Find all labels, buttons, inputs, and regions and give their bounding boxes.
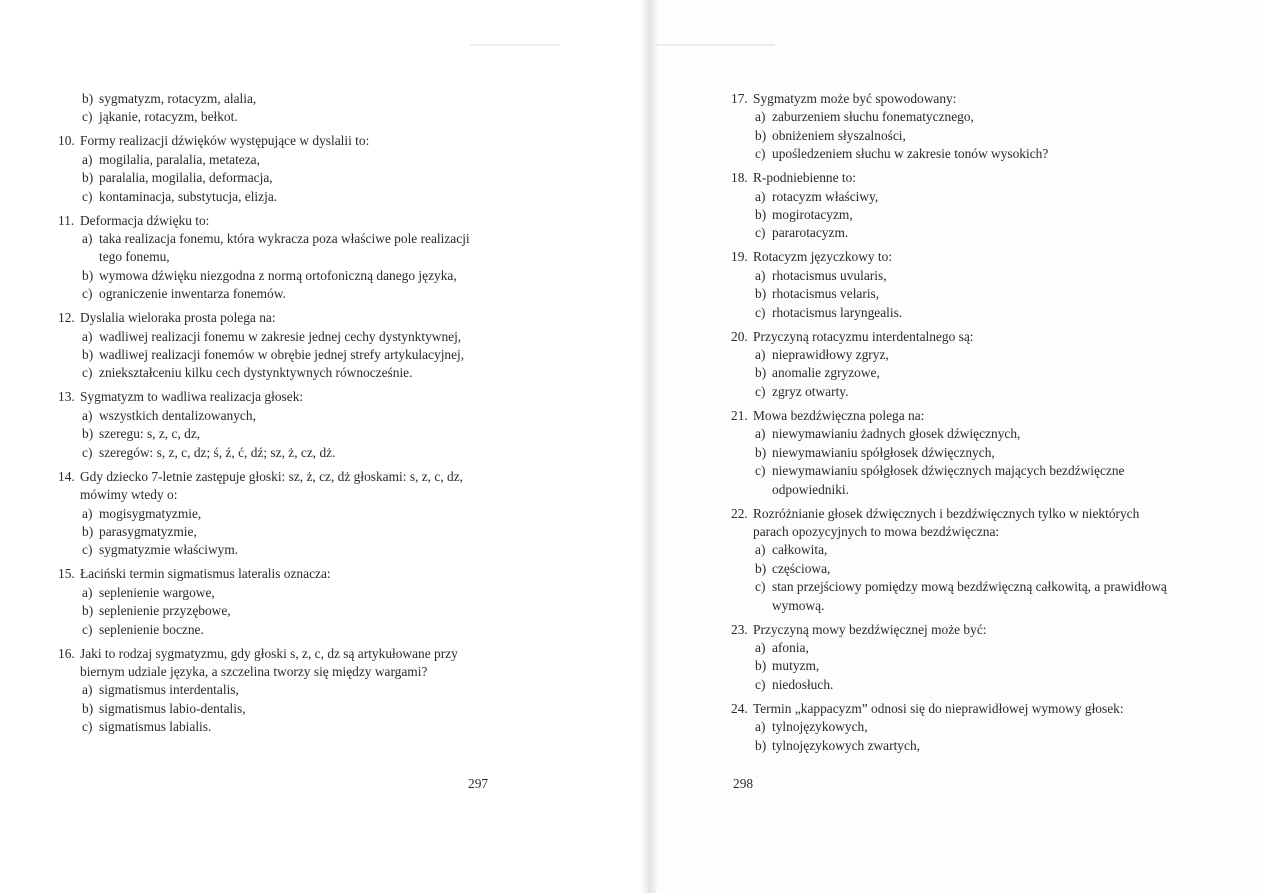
answer-option bbox=[731, 224, 1171, 242]
answer-option bbox=[58, 328, 494, 346]
question-number: 16. bbox=[58, 645, 75, 661]
option-text: całkowita, bbox=[772, 542, 828, 558]
option-letter: c) bbox=[82, 719, 93, 735]
question-number: 21. bbox=[731, 407, 748, 423]
option-text: seplenienie boczne. bbox=[99, 621, 204, 637]
option-text: seplenienie przyzębowe, bbox=[99, 603, 231, 619]
option-text: taka realizacja fonemu, która wykracza poza właściwe pole realizacji tego fonemu, bbox=[99, 231, 470, 265]
answer-option bbox=[731, 425, 1171, 443]
option-text: parasygmatyzmie, bbox=[99, 523, 197, 539]
option-letter: a) bbox=[755, 542, 766, 558]
option-letter: c) bbox=[82, 286, 93, 302]
question-number: 15. bbox=[58, 566, 75, 582]
question-number: 18. bbox=[731, 170, 748, 186]
answer-option bbox=[731, 346, 1171, 364]
option-letter: a) bbox=[82, 584, 93, 600]
option-letter: b) bbox=[82, 267, 94, 283]
answer-option bbox=[58, 700, 494, 718]
option-letter: c) bbox=[755, 146, 766, 162]
answer-option bbox=[58, 505, 494, 523]
answer-option bbox=[58, 188, 494, 206]
question-item bbox=[58, 309, 494, 383]
option-letter: b) bbox=[82, 523, 94, 539]
option-letter: a) bbox=[82, 231, 93, 247]
left-question-column bbox=[58, 90, 494, 742]
answer-option bbox=[58, 407, 494, 425]
option-text: szeregów: s, z, c, dz; ś, ź, ć, dź; sz, ż, cz, dż. bbox=[99, 444, 336, 460]
option-text: tylnojęzykowych, bbox=[772, 719, 868, 735]
question-stem bbox=[58, 468, 494, 505]
option-letter: b) bbox=[755, 207, 767, 223]
question-stem bbox=[731, 407, 1171, 425]
answer-option bbox=[58, 169, 494, 187]
answer-option bbox=[731, 560, 1171, 578]
option-letter: c) bbox=[82, 109, 93, 125]
answer-option bbox=[731, 267, 1171, 285]
option-text: rotacyzm właściwy, bbox=[772, 188, 879, 204]
answer-option bbox=[731, 188, 1171, 206]
option-text: rhotacismus uvularis, bbox=[772, 267, 887, 283]
answer-option bbox=[58, 541, 494, 559]
question-stem bbox=[731, 621, 1171, 639]
question-item bbox=[58, 565, 494, 639]
question-text: Termin „kappacyzm” odnosi się do nieprawidłowej wymowy głosek: bbox=[753, 700, 1124, 716]
option-letter: c) bbox=[755, 463, 766, 479]
show-through-line bbox=[655, 44, 775, 46]
answer-option bbox=[58, 90, 494, 108]
question-text: Przyczyną rotacyzmu interdentalnego są: bbox=[753, 328, 974, 344]
question-item bbox=[731, 328, 1171, 402]
option-text: zgryz otwarty. bbox=[772, 383, 849, 399]
option-text: pararotacyzm. bbox=[772, 225, 849, 241]
question-number: 10. bbox=[58, 133, 75, 149]
answer-option bbox=[58, 425, 494, 443]
question-stem bbox=[58, 388, 494, 406]
option-letter: a) bbox=[82, 151, 93, 167]
option-letter: a) bbox=[755, 267, 766, 283]
option-letter: b) bbox=[82, 700, 94, 716]
option-letter: c) bbox=[755, 304, 766, 320]
question-item bbox=[731, 700, 1171, 755]
option-text: jąkanie, rotacyzm, bełkot. bbox=[99, 109, 238, 125]
question-stem bbox=[58, 212, 494, 230]
question-number: 24. bbox=[731, 700, 748, 716]
option-text: anomalie zgryzowe, bbox=[772, 365, 880, 381]
option-letter: a) bbox=[755, 188, 766, 204]
option-text: seplenienie wargowe, bbox=[99, 584, 215, 600]
question-stem bbox=[731, 505, 1171, 542]
answer-option bbox=[731, 657, 1171, 675]
option-text: kontaminacja, substytucja, elizja. bbox=[99, 188, 278, 204]
option-letter: b) bbox=[755, 444, 767, 460]
option-letter: b) bbox=[755, 365, 767, 381]
option-text: paralalia, mogilalia, deformacja, bbox=[99, 170, 273, 186]
answer-option bbox=[731, 364, 1171, 382]
option-text: mogisygmatyzmie, bbox=[99, 505, 202, 521]
question-item bbox=[58, 645, 494, 737]
question-item bbox=[731, 248, 1171, 322]
question-number: 23. bbox=[731, 621, 748, 637]
option-letter: b) bbox=[82, 426, 94, 442]
answer-option bbox=[58, 364, 494, 382]
option-letter: b) bbox=[755, 560, 767, 576]
option-letter: a) bbox=[755, 109, 766, 125]
question-text: Gdy dziecko 7-letnie zastępuje głoski: sz, ż, cz, dż głoskami: s, z, c, dz, mówimy wtedy o: bbox=[80, 468, 463, 503]
answer-option bbox=[58, 718, 494, 736]
option-letter: a) bbox=[82, 328, 93, 344]
question-number: 13. bbox=[58, 389, 75, 405]
question-text: Rotacyzm języczkowy to: bbox=[753, 249, 893, 265]
question-item bbox=[731, 169, 1171, 243]
option-text: niewymawianiu żadnych głosek dźwięcznych, bbox=[772, 426, 1021, 442]
option-letter: c) bbox=[755, 225, 766, 241]
answer-option bbox=[58, 523, 494, 541]
option-letter: b) bbox=[82, 170, 94, 186]
option-text: nieprawidłowy zgryz, bbox=[772, 347, 889, 363]
question-item bbox=[58, 132, 494, 206]
question-number: 22. bbox=[731, 505, 748, 521]
option-text: ograniczenie inwentarza fonemów. bbox=[99, 286, 286, 302]
answer-option bbox=[731, 383, 1171, 401]
answer-option bbox=[58, 602, 494, 620]
question-item bbox=[731, 90, 1171, 164]
question-number: 19. bbox=[731, 249, 748, 265]
option-letter: a) bbox=[82, 682, 93, 698]
question-item bbox=[731, 621, 1171, 695]
option-text: stan przejściowy pomiędzy mową bezdźwięczną całkowitą, a prawidłową wymową. bbox=[772, 579, 1167, 613]
question-number: 12. bbox=[58, 310, 75, 326]
answer-option bbox=[58, 151, 494, 169]
question-stem bbox=[731, 700, 1171, 718]
question-text: Formy realizacji dźwięków występujące w dyslalii to: bbox=[80, 133, 370, 149]
option-letter: b) bbox=[755, 658, 767, 674]
answer-option bbox=[58, 621, 494, 639]
option-text: rhotacismus velaris, bbox=[772, 286, 880, 302]
option-letter: a) bbox=[82, 407, 93, 423]
option-letter: b) bbox=[82, 603, 94, 619]
question-text: Mowa bezdźwięczna polega na: bbox=[753, 407, 925, 423]
question-number: 11. bbox=[58, 212, 75, 228]
question-stem bbox=[58, 309, 494, 327]
option-letter: b) bbox=[755, 286, 767, 302]
option-text: wszystkich dentalizowanych, bbox=[99, 407, 256, 423]
answer-option bbox=[731, 541, 1171, 559]
question-number: 14. bbox=[58, 468, 75, 484]
question-number: 17. bbox=[731, 91, 748, 106]
answer-option bbox=[731, 304, 1171, 322]
answer-option bbox=[731, 285, 1171, 303]
option-text: rhotacismus laryngealis. bbox=[772, 304, 903, 320]
option-letter: c) bbox=[82, 365, 93, 381]
option-text: wadliwej realizacji fonemów w obrębie jednej strefy artykulacyjnej, bbox=[99, 347, 465, 363]
book-gutter bbox=[640, 0, 657, 893]
question-number: 20. bbox=[731, 328, 748, 344]
answer-option bbox=[58, 681, 494, 699]
option-text: sygmatyzmie właściwym. bbox=[99, 542, 239, 558]
option-text: obniżeniem słyszalności, bbox=[772, 127, 906, 143]
answer-option bbox=[731, 718, 1171, 736]
option-letter: c) bbox=[82, 444, 93, 460]
option-text: sygmatyzm, rotacyzm, alalia, bbox=[99, 91, 257, 106]
show-through-line bbox=[470, 44, 560, 46]
question-item bbox=[58, 212, 494, 304]
option-text: częściowa, bbox=[772, 560, 831, 576]
right-question-list bbox=[731, 90, 1171, 755]
question-text: Jaki to rodzaj sygmatyzmu, gdy głoski s, z, c, dz są artykułowane przy biernym udziale języka, a szczelina tworzy się między wargami? bbox=[80, 645, 458, 679]
option-letter: c) bbox=[82, 188, 93, 204]
question-item bbox=[731, 407, 1171, 499]
question-text: Deformacja dźwięku to: bbox=[80, 212, 210, 228]
option-letter: a) bbox=[82, 505, 93, 521]
option-text: tylnojęzykowych zwartych, bbox=[772, 737, 920, 753]
question-text: Przyczyną mowy bezdźwięcznej może być: bbox=[753, 621, 987, 637]
answer-option bbox=[731, 676, 1171, 694]
answer-option bbox=[58, 108, 494, 126]
answer-option bbox=[58, 346, 494, 364]
question-item bbox=[731, 505, 1171, 615]
option-letter: a) bbox=[755, 719, 766, 735]
option-text: upośledzeniem słuchu w zakresie tonów wysokich? bbox=[772, 146, 1049, 162]
option-text: mogilalia, paralalia, metateza, bbox=[99, 151, 260, 167]
option-letter: b) bbox=[755, 737, 767, 753]
question-text: Rozróżnianie głosek dźwięcznych i bezdźwięcznych tylko w niektórych parach opozycyjnych to mowa bezdźwięczna: bbox=[753, 505, 1140, 539]
option-text: wadliwej realizacji fonemu w zakresie jednej cechy dystynktywnej, bbox=[99, 328, 462, 344]
option-text: sigmatismus labialis. bbox=[99, 719, 212, 735]
question-item bbox=[58, 468, 494, 560]
option-text: mutyzm, bbox=[772, 658, 820, 674]
option-text: wymowa dźwięku niezgodna z normą ortofoniczną danego języka, bbox=[99, 267, 457, 283]
question-text: Sygmatyzm może być spowodowany: bbox=[753, 91, 957, 106]
option-text: zniekształceniu kilku cech dystynktywnych równocześnie. bbox=[99, 365, 413, 381]
option-text: zaburzeniem słuchu fonematycznego, bbox=[772, 109, 974, 125]
option-letter: c) bbox=[755, 676, 766, 692]
option-text: sigmatismus labio-dentalis, bbox=[99, 700, 246, 716]
option-letter: c) bbox=[82, 621, 93, 637]
question-stem bbox=[731, 169, 1171, 187]
option-text: sigmatismus interdentalis, bbox=[99, 682, 239, 698]
question-continuation bbox=[58, 90, 494, 127]
option-letter: c) bbox=[82, 542, 93, 558]
option-text: niewymawianiu spółgłosek dźwięcznych mających bezdźwięczne odpowiedniki. bbox=[772, 463, 1125, 497]
answer-option bbox=[731, 444, 1171, 462]
answer-option bbox=[58, 584, 494, 602]
question-stem bbox=[58, 132, 494, 150]
answer-option bbox=[58, 444, 494, 462]
question-text: Dyslalia wieloraka prosta polega na: bbox=[80, 310, 276, 326]
answer-option bbox=[731, 206, 1171, 224]
option-letter: c) bbox=[755, 383, 766, 399]
question-text: R-podniebienne to: bbox=[753, 170, 857, 186]
answer-option bbox=[731, 145, 1171, 163]
option-letter: b) bbox=[82, 91, 94, 106]
option-letter: b) bbox=[755, 127, 767, 143]
option-letter: a) bbox=[755, 347, 766, 363]
question-stem bbox=[731, 90, 1171, 108]
question-stem bbox=[731, 328, 1171, 346]
question-stem bbox=[731, 248, 1171, 266]
option-text: szeregu: s, z, c, dz, bbox=[99, 426, 201, 442]
option-letter: c) bbox=[755, 579, 766, 595]
option-text: mogirotacyzm, bbox=[772, 207, 853, 223]
question-stem bbox=[58, 645, 494, 682]
answer-option bbox=[731, 578, 1171, 615]
question-text: Sygmatyzm to wadliwa realizacja głosek: bbox=[80, 389, 304, 405]
page-number-right: 298 bbox=[733, 776, 754, 791]
answer-option bbox=[731, 127, 1171, 145]
answer-option bbox=[731, 462, 1171, 499]
question-stem bbox=[58, 565, 494, 583]
answer-option bbox=[58, 230, 494, 267]
answer-option bbox=[731, 108, 1171, 126]
question-item bbox=[58, 388, 494, 462]
question-text: Łaciński termin sigmatismus lateralis oznacza: bbox=[80, 566, 331, 582]
option-letter: a) bbox=[755, 426, 766, 442]
right-question-column bbox=[731, 90, 1171, 761]
left-question-list bbox=[58, 132, 494, 736]
option-letter: a) bbox=[755, 639, 766, 655]
option-text: niewymawianiu spółgłosek dźwięcznych, bbox=[772, 444, 995, 460]
option-text: afonia, bbox=[772, 639, 809, 655]
page-number-left: 297 bbox=[468, 776, 489, 791]
answer-option bbox=[58, 267, 494, 285]
option-text: niedosłuch. bbox=[772, 676, 834, 692]
answer-option bbox=[58, 285, 494, 303]
answer-option bbox=[731, 639, 1171, 657]
answer-option bbox=[731, 737, 1171, 755]
option-letter: b) bbox=[82, 347, 94, 363]
